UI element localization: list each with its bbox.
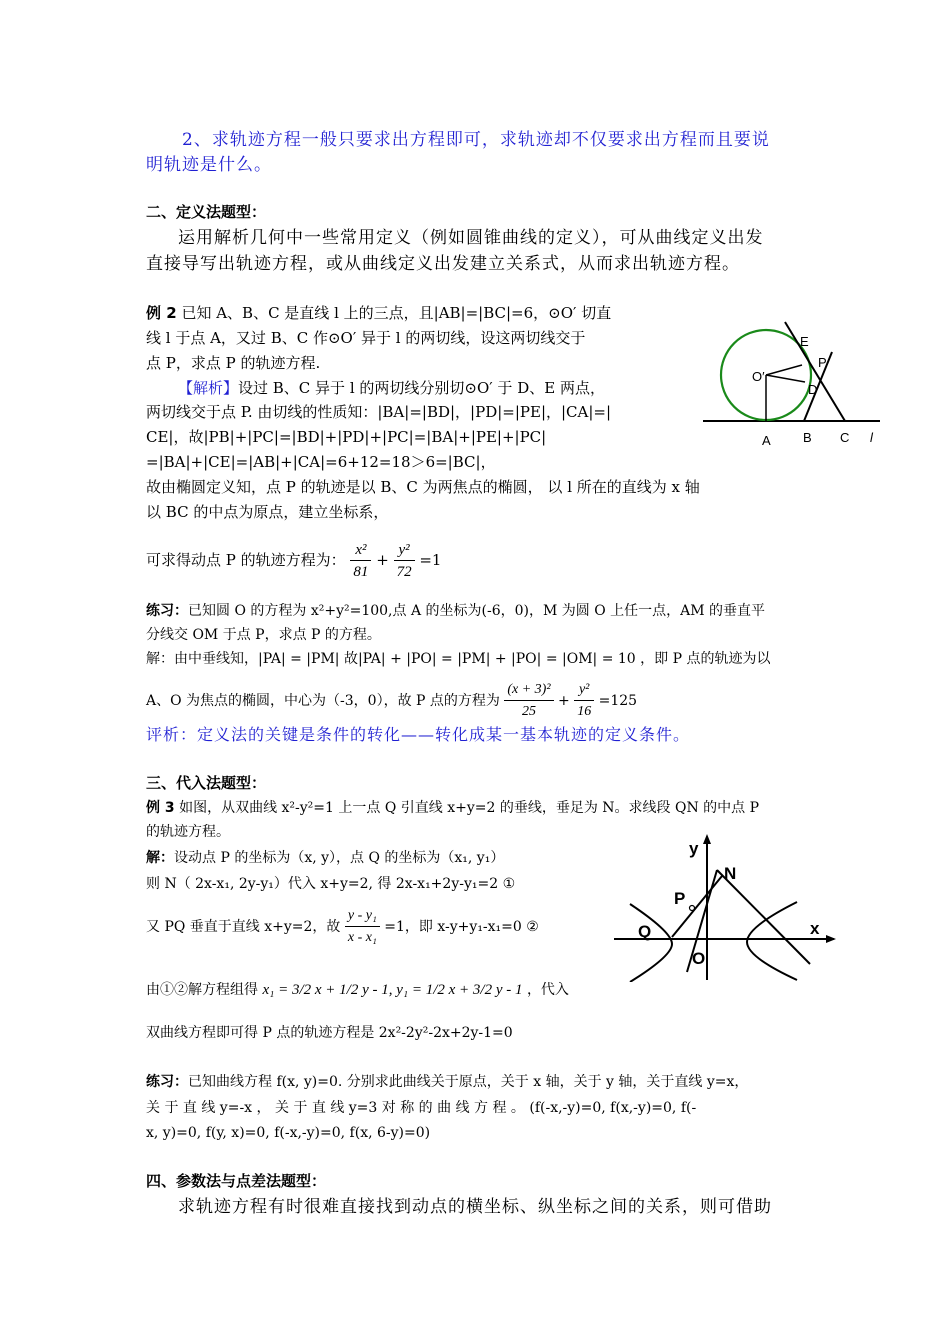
- analysis-line-3: CE|，故|PB|+|PC|=|BD|+|PD|+|PC|=|BA|+|PE|+|PC|: [146, 428, 547, 446]
- practice-2-label: 练习：: [146, 1074, 188, 1090]
- fraction-x3-25: $\frac{\text{(x + 3)²}}{25}$: [504, 680, 553, 723]
- equals-125: =125: [598, 693, 638, 709]
- practice-1-label: 练习：: [146, 603, 188, 619]
- section-3-title: 三、代入法题型：: [146, 774, 267, 792]
- solution-4-suffix: ，代入: [526, 982, 569, 998]
- point-p: [690, 906, 695, 911]
- section-2-title: 二、定义法题型：: [146, 203, 267, 221]
- example-3-label: 例 3: [146, 800, 175, 816]
- label-x: x: [810, 919, 820, 938]
- example-3-solution-4: [146, 978, 569, 1002]
- example-2-label: 例 2: [146, 304, 177, 322]
- practice-2-line-1: [146, 1070, 748, 1094]
- result-prefix: 可求得动点 P 的轨迹方程为：: [146, 551, 346, 569]
- sec2-intro-2: 直接导写出轨迹方程，或从曲线定义出发建立关系式，从而求出轨迹方程。: [146, 254, 740, 274]
- practice-1-line-1: [146, 599, 765, 623]
- note-line-1: 2、求轨迹方程一般只要求出方程即可，求轨迹却不仅要求出方程而且要说: [182, 130, 770, 150]
- perpendicular-qn: [717, 870, 810, 964]
- label-l: l: [870, 430, 873, 445]
- plus-sign-2: +: [558, 693, 570, 709]
- practice-1-solution-2: [146, 678, 637, 724]
- fraction-y2-16: $\frac{\text{y²}}{16}$: [574, 680, 594, 723]
- analysis-tag: 【解析】: [178, 379, 239, 397]
- example-3-solution-1: [146, 846, 504, 870]
- comment-line: 评析：定义法的关键是条件的转化——转化成某一基本轨迹的定义条件。: [146, 725, 691, 744]
- example-3-text-1: 如图，从双曲线 x²-y²=1 上一点 Q 引直线 x+y=2 的垂线，垂足为 N。求线段 QN 的中点 P: [174, 800, 760, 816]
- label-o2: O: [692, 949, 706, 968]
- label-p2: P: [674, 889, 686, 908]
- y-axis-arrow: [703, 834, 711, 844]
- practice-2-line-3: x, y)=0, f(y, x)=0, f(-x,-y)=0, f(x, 6-y)=0): [146, 1125, 431, 1141]
- section-4-title: 四、参数法与点差法题型：: [146, 1172, 327, 1190]
- analysis-line-1: [178, 376, 605, 400]
- example-3-solution-2: 则 N（ 2x-x₁, 2y-y₁）代入 x+y=2, 得 2x-x₁+2y-y₁=2 ①: [146, 876, 516, 892]
- result-line: [146, 537, 441, 583]
- solution-label: 解：: [146, 850, 174, 866]
- solution-2-prefix: A、O 为焦点的椭圆，中心为（-3，0），故 P 点的方程为: [146, 693, 500, 709]
- analysis-line-5: 故由椭圆定义知，点 P 的轨迹是以 B、C 为两焦点的椭圆， 以 l 所在的直线为 x 轴: [146, 478, 700, 496]
- example-3-line-2: 的轨迹方程。: [146, 824, 230, 840]
- sec2-intro-1: 运用解析几何中一些常用定义（例如圆锥曲线的定义），可从曲线定义出发: [178, 228, 764, 248]
- practice-2-text-1: 已知曲线方程 f(x, y)=0. 分别求此曲线关于原点，关于 x 轴，关于 y 轴，关于直线 y=x，: [188, 1074, 749, 1090]
- label-o: O′: [752, 369, 765, 384]
- hyperbola-right: [747, 902, 797, 980]
- practice-1-text-1: 已知圆 O 的方程为 x²+y²=100,点 A 的坐标为(-6，0)，M 为圆 O 上任一点，AM 的垂直平: [188, 603, 766, 619]
- label-a: A: [762, 433, 771, 448]
- solution-4-equation: x₁ = 3/2 x + 1/2 y - 1, y₁ = 1/2 x + 3/2 y - 1: [262, 982, 523, 998]
- x-axis-arrow: [826, 935, 836, 943]
- practice-1-solution-1: 解：由中垂线知，|PA| = |PM| 故|PA| + |PO| = |PM| + |PO| = |OM| = 10 ，即 P 点的轨迹为以: [146, 651, 771, 667]
- example-3-solution-5: 双曲线方程即可得 P 点的轨迹方程是 2x²-2y²-2x+2y-1=0: [146, 1025, 513, 1041]
- example-2-text-1: 已知 A、B、C 是直线 l 上的三点，且|AB|=|BC|=6，⊙O′ 切直: [176, 304, 612, 322]
- example-2-line-1: [146, 301, 611, 325]
- label-e: E: [800, 334, 809, 349]
- sec4-intro: 求轨迹方程有时很难直接找到动点的横坐标、纵坐标之间的关系，则可借助: [178, 1197, 772, 1217]
- label-p: P: [818, 355, 827, 370]
- tangent-circle-figure: [700, 318, 885, 453]
- analysis-line-2: 两切线交于点 P. 由切线的性质知：|BA|=|BD|，|PD|=|PE|，|CA|=|: [146, 403, 612, 421]
- example-3-line-1: [146, 796, 759, 820]
- hyperbola-figure: [612, 832, 837, 982]
- plus-sign: +: [376, 551, 389, 569]
- analysis-line-6: 以 BC 的中点为原点，建立坐标系，: [146, 503, 389, 521]
- practice-2-line-2: 关 于 直 线 y=-x ， 关 于 直 线 y=3 对 称 的 曲 线 方 程 。 (f(-x,-y)=0, f(x,-y)=0, f(-: [146, 1100, 697, 1116]
- label-d: D: [808, 382, 818, 397]
- example-2-line-2: 线 l 于点 A，又过 B、C 作⊙O′ 异于 l 的两切线，设这两切线交于: [146, 329, 586, 347]
- fraction-x2-81: $\frac{\text{x²}}{81}$: [350, 540, 371, 583]
- solution-text-1: 设动点 P 的坐标为（x, y），点 Q 的坐标为（x₁, y₁）: [174, 850, 505, 866]
- radius-oe: [766, 365, 802, 375]
- label-q: Q: [638, 922, 652, 941]
- analysis-line-4: =|BA|+|CE|=|AB|+|CA|=6+12=18＞6=|BC|，: [146, 453, 496, 471]
- fraction-y2-72: $\frac{\text{y²}}{72}$: [394, 540, 415, 583]
- tangent-c: [785, 322, 845, 421]
- equals-one: =1: [419, 551, 442, 569]
- solution-3-suffix: =1，即 x-y+y₁-x₁=0 ②: [384, 919, 539, 935]
- note-line-2: 明轨迹是什么。: [146, 155, 272, 175]
- solution-4-prefix: 由①②解方程组得: [146, 982, 258, 998]
- example-2-line-3: 点 P，求点 P 的轨迹方程.: [146, 354, 321, 372]
- fraction-slope: $\frac{\text{y - y₁}}{\text{x - x₁}}$: [345, 906, 380, 949]
- label-c: C: [840, 430, 850, 445]
- label-y: y: [689, 839, 699, 858]
- practice-1-line-2: 分线交 OM 于点 P，求点 P 的方程。: [146, 627, 381, 643]
- radius-od: [766, 375, 805, 382]
- example-3-solution-3: [146, 904, 539, 950]
- analysis-text-1: 设过 B、C 异于 l 的两切线分别切⊙O′ 于 D、E 两点，: [238, 379, 605, 397]
- label-n: N: [724, 864, 737, 883]
- label-b: B: [803, 430, 812, 445]
- solution-3-prefix: 又 PQ 垂直于直线 x+y=2，故: [146, 919, 341, 935]
- hyperbola-left: [630, 904, 672, 982]
